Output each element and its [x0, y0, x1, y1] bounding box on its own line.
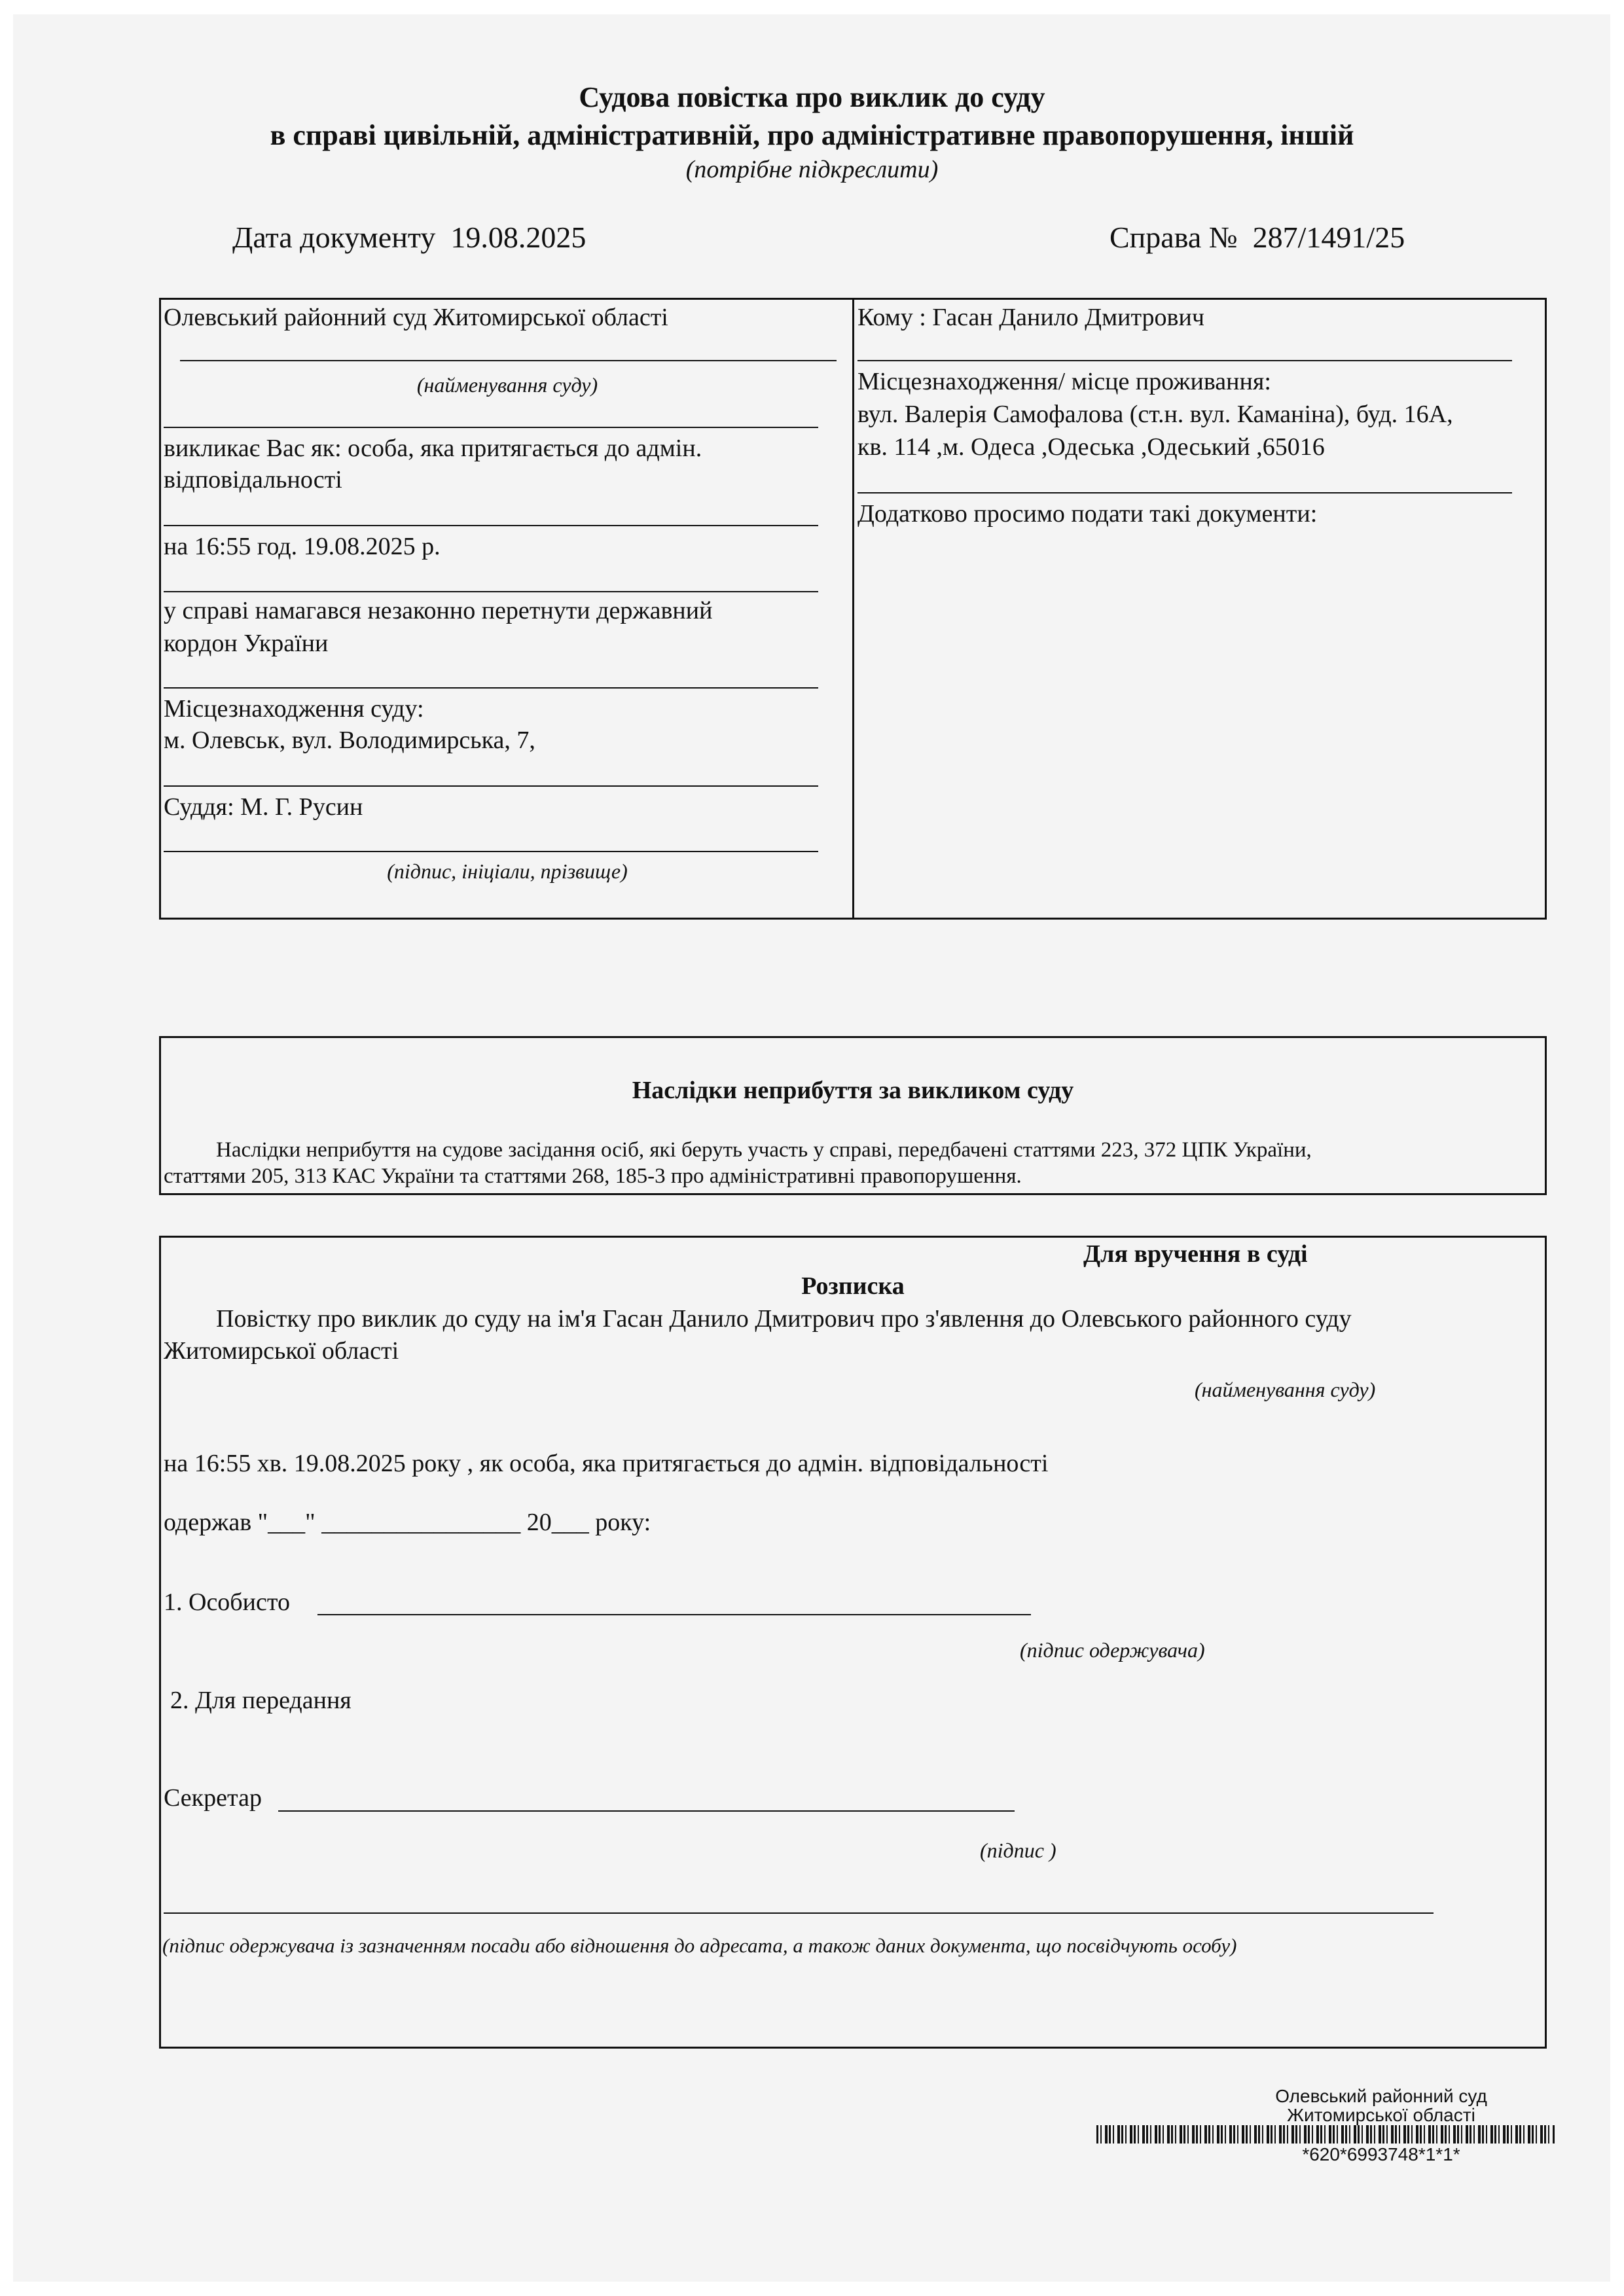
addressee: Кому : Гасан Данило Дмитрович — [857, 304, 1204, 331]
recipient-details-line — [164, 1912, 1434, 1914]
recipient-signature-caption: (підпис одержувача) — [1020, 1638, 1205, 1662]
consequences-text-line1: Наслідки неприбуття на судове засідання осіб, які беруть участь у справі, передбачені статтями 223, 372 ЦПК України, — [216, 1138, 1312, 1162]
title-note: (потрібне підкреслити) — [685, 156, 939, 183]
doc-date-label: Дата документу — [232, 221, 436, 254]
title-line1: Судова повістка про виклик до суду — [579, 81, 1045, 113]
stamp-line1: Олевський районний суд — [1275, 2086, 1487, 2106]
barcode-text: *620*6993748*1*1* — [1302, 2144, 1460, 2164]
divider — [857, 360, 1512, 361]
doc-date — [232, 223, 586, 253]
residence-line1: вул. Валерія Самофалова (ст.н. вул. Каманіна), буд. 16А, — [857, 401, 1453, 428]
column-divider — [852, 298, 854, 920]
consequences-title: Наслідки неприбуття за викликом суду — [632, 1077, 1074, 1104]
case-label: Справа № — [1110, 221, 1238, 254]
case-desc-line1: у справі намагався незаконно перетнути державний — [164, 597, 713, 624]
residence-label: Місцезнаходження/ місце проживання: — [857, 368, 1271, 395]
receipt-title: Розписка — [801, 1272, 905, 1300]
docs-request: Додатково просимо подати такі документи: — [857, 500, 1318, 528]
for-transfer-label: 2. Для передання — [170, 1687, 352, 1714]
receipt-court-caption: (найменування суду) — [1195, 1378, 1376, 1401]
case-number — [1110, 223, 1405, 253]
for-court: Для вручення в суді — [1083, 1240, 1308, 1268]
court-name-underline — [180, 360, 837, 361]
hearing-time: на 16:55 год. 19.08.2025 р. — [164, 533, 441, 560]
stamp-line2: Житомирської області — [1287, 2105, 1475, 2125]
signature-line — [164, 851, 818, 852]
summons-as-line2: відповідальності — [164, 466, 342, 493]
divider — [164, 427, 818, 428]
divider — [164, 525, 818, 526]
personally-signature-line — [317, 1614, 1031, 1615]
secretary-signature-caption: (підпис ) — [980, 1839, 1056, 1862]
case-number-value: 287/1491/25 — [1252, 221, 1405, 254]
divider — [857, 492, 1512, 493]
recipient-details-caption: (підпис одержувача із зазначенням посади або відношення до адресата, а також даних документа, що посвідчують особу) — [162, 1934, 1237, 1957]
court-location-label: Місцезнаходження суду: — [164, 695, 424, 723]
signature-caption: (підпис, ініціали, прізвище) — [387, 859, 628, 883]
barcode — [1096, 2125, 1555, 2144]
doc-date-value: 19.08.2025 — [450, 221, 586, 254]
personally-label: 1. Особисто — [164, 1588, 290, 1616]
consequences-text-line2: статтями 205, 313 КАС України та статтями 268, 185-3 про адміністративні правопорушення. — [164, 1164, 1022, 1188]
court-location-value: м. Олевськ, вул. Володимирська, 7, — [164, 726, 535, 754]
judge: Суддя: М. Г. Русин — [164, 793, 363, 821]
receipt-text-line2: Житомирської області — [164, 1337, 399, 1365]
receipt-time-line: на 16:55 хв. 19.08.2025 року , як особа, яка притягається до адмін. відповідальності — [164, 1450, 1049, 1477]
court-name-caption: (найменування суду) — [416, 373, 598, 397]
receipt-text-line1: Повістку про виклик до суду на ім'я Гасан Данило Дмитрович про з'явлення до Олевського районного суду — [216, 1305, 1352, 1333]
title-line2: в справі цивільній, адміністративній, про адміністративне правопорушення, іншій — [270, 119, 1354, 151]
divider — [164, 785, 818, 787]
secretary-signature-line — [278, 1810, 1015, 1812]
divider — [164, 591, 818, 592]
residence-line2: кв. 114 ,м. Одеса ,Одеська ,Одеський ,65016 — [857, 433, 1325, 461]
received-date-line: одержав "___" ________________ 20___ року: — [164, 1509, 651, 1536]
court-name: Олевський районний суд Житомирської області — [164, 304, 668, 331]
case-desc-line2: кордон України — [164, 630, 329, 657]
summons-as-line1: викликає Вас як: особа, яка притягається до адмін. — [164, 435, 702, 462]
secretary-label: Секретар — [164, 1784, 262, 1812]
divider — [164, 687, 818, 689]
